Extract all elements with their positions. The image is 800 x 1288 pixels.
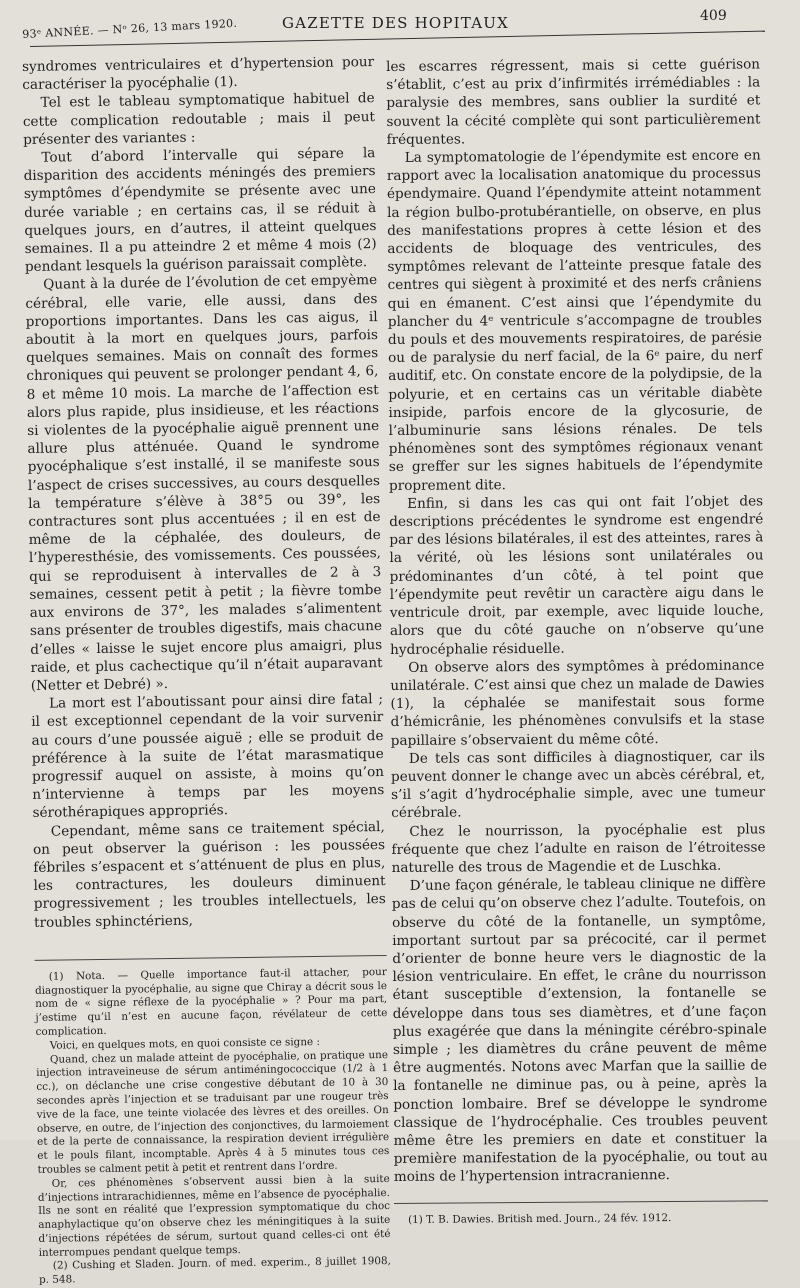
- paragraph: Cependant, même sans ce traitement spécial, on peut observer la guérison : les poussées fébriles s’espacent et s’atténuent de plus en plus, les contractures, les douleurs diminuent progressivement ; les troubles intellectuels, les troubles sphinctériens,: [32, 818, 386, 931]
- paragraph: Tel est le tableau symptomatique habituel de cette complication redoutable ; mais il peut présenter des variantes :: [22, 90, 375, 148]
- right-column: [386, 55, 768, 1227]
- paragraph: les escarres régressent, mais si cette guérison s’établit, c’est au prix d’infirmités irrémédiables : la paralysie des membres, sans oublier la surdité et souvent la cécité complète qui sont particulièrement fréquentes.: [386, 56, 761, 148]
- paragraph: syndromes ventriculaires et d’hypertension pour caractériser la pyocéphalie (1).: [22, 54, 375, 94]
- paragraph: D’une façon générale, le tableau clinique ne diffère pas de celui qu’on observe chez l’adulte. Toutefois, on observe du côté de la fontanelle, un symptôme, important surtout par sa précocité, car il permet d’orienter de bonne heure vers le diagnostic de la lésion ventriculaire. En effet, le crâne du nourrisson étant susceptible d’extension, la fontanelle se développe dans tous ses diamètres, et d’une façon plus exagérée que dans la méningite cérébro-spinale simple ; les diamètres du crâne peuvent de même être augmentés. Notons avec Marfan que la saillie de la fontanelle ne diminue pas, ou à peine, après la ponction lombaire. Bref se développe le syndrome classique de l’hydrocéphalie. Ces troubles peuvent même être les premiers en date et constituer la première manifestation de la pyocéphalie, ou tout au moins de l’hypertension intracranienne.: [391, 875, 768, 1186]
- paragraph: Enfin, si dans les cas qui ont fait l’objet des descriptions précédentes le syndrome est engendré par des lésions bilatérales, il est des atteintes, rares à la vérité, où les lésions sont unilatérales ou prédominantes d’un côté, à tel point que l’épendymite peut revêtir un caractère aigu dans le ventricule droit, par exemple, avec liquide louche, alors que du côté gauche on n’observe qu’une hydrocéphalie résiduelle.: [389, 493, 765, 658]
- paragraph: On observe alors des symptômes à prédominance unilatérale. C’est ainsi que chez un malade de Dawies (1), la céphalée se manifestait sous forme d’hémicrânie, les phénomènes convulsifs et la stase papillaire s’observaient du même côté.: [390, 657, 765, 749]
- left-column: [22, 53, 391, 1288]
- paragraph: Chez le nourrisson, la pyocéphalie est plus fréquente que chez l’adulte en raison de l’étroitesse naturelle des trous de Magendie et de Luschka.: [391, 820, 766, 876]
- footnote: (1) T. B. Dawies. British med. Journ., 24 fév. 1912.: [408, 1211, 672, 1226]
- issue-line: 93ᵉ ANNÉE. — Nᵒ 26, 13 mars 1920.: [22, 16, 238, 41]
- paragraph: La mort est l’aboutissant pour ainsi dire fatal ; il est exceptionnel cependant de la voir survenir au cours d’une poussée aiguë ; elle se produit de préférence à la suite de l’état marasmatique progressif auquel on assiste, à moins qu’on n’intervienne à temps par les moyens sérothérapiques appropriés.: [31, 691, 385, 822]
- footnote: (1) Nota. — Quelle importance faut-il attacher, pour diagnostiquer la pyocéphalie, au signe que Chiray a décrit sous le nom de « signe réflexe de la pyocéphalie » ? Pour ma part, j’estime qu’il n’est en aucune façon, révélateur de cette complication.: [34, 965, 388, 1038]
- footnotes-right: [394, 1200, 768, 1227]
- journal-title: GAZETTE DES HOPITAUX: [282, 14, 509, 32]
- paragraph: Quant à la durée de l’évolution de cet empyème cérébral, elle varie, elle aussi, dans des proportions importantes. Dans les cas aigus, il aboutit à la mort en quelques jours, parfois quelques semaines. Mais on connaît des formes chroniques qui peuvent se prolonger pendant 4, 6, 8 et même 10 mois. La marche de l’affection est alors plus rapide, plus insidieuse, et les réactions si violentes de la pyocéphalie aiguë prennent une allure plus atténuée. Quand le syndrome pyocéphalique s’est installé, il se manifeste sous l’aspect de crises successives, au cours desquelles la température s’élève à 38°5 ou 39°, les contractures sont plus accentuées ; il en est de même de la céphalée, des douleurs, de l’hyperesthésie, des vomissements. Ces poussées, qui se reproduisent à intervalles de 2 à 3 semaines, cessent petit à petit ; la fièvre tombe aux environs de 37°, les malades s’alimentent sans présenter de troubles digestifs, mais chacune d’elles « laisse le sujet encore plus amaigri, plus raide, et plus cachectique qu’il n’était auparavant (Netter et Debré) ».: [25, 272, 383, 694]
- footnote: (2) Cushing et Sladen. Journ. of med. experim., 8 juillet 1908, p. 548.: [38, 1255, 391, 1287]
- footnote: Quand, chez un malade atteint de pyocéphalie, on pratique une injection intraveineuse de sérum antiméningococcique (1/2 à 1 cc.), on déclanche une crise congestive débutant de 10 à 30 secondes après l’injection et se traduisant par une rougeur très vive de la face, une teinte violacée des lèvres et des oreilles. On observe, en outre, de l’injection des conjonctives, du larmoiement et de la perte de connaissance, la respiration devient irrégulière et le pouls filant, incomptable. Après 4 à 5 minutes tous ces troubles se calment petit à petit et rentrent dans l’ordre.: [36, 1048, 390, 1176]
- paragraph: Tout d’abord l’intervalle qui sépare la disparition des accidents méningés des premiers symptômes d’épendymite se présente avec une durée variable ; en certains cas, il se réduit à quelques jours, en d’autres, il atteint quelques semaines. Il a pu atteindre 2 et même 4 mois (2) pendant lesquels la guérison paraissait complète.: [23, 145, 377, 276]
- footnotes-left: [35, 955, 392, 1288]
- footnote: Or, ces phénomènes s’observent aussi bien à la suite d’injections intrarachidiennes, même en l’absence de pyocéphalie. Ils ne sont en réalité que l’expression symptomatique du choc anaphylactique qu’on observe chez les méningitiques à la suite d’injections répétées de sérum, surtout quand celles-ci ont été interrompues pendant quelque temps.: [37, 1172, 391, 1259]
- paragraph: De tels cas sont difficiles à diagnostiquer, car ils peuvent donner le change avec un abcès cérébral, et, s’il s’agit d’hydrocéphalie simple, avec une tumeur cérébrale.: [390, 748, 766, 822]
- page-number: 409: [700, 8, 727, 24]
- page-header: [0, 0, 800, 60]
- paragraph: La symptomatologie de l’épendymite est encore en rapport avec la localisation anatomique du processus épendymaire. Quand l’épendymite atteint notamment la région bulbo-protubérantielle, on observe, en plus des manifestations propres à cette lésion et des accidents de bloquage des ventricules, des symptômes relevant de l’atteinte presque fatale des centres qui siègent à proximité et des nerfs crâniens qui en émanent. C’est ainsi que l’épendymite du plancher du 4ᵉ ventricule s’accompagne de troubles du pouls et des mouvements respiratoires, de parésie ou de paralysie du nerf facial, de la 6ᵉ paire, du nerf auditif, etc. On constate encore de la polydipsie, de la polyurie, et en certains cas un véritable diabète insipide, parfois encore de la glycosurie, de l’albuminurie sans lésions rénales. De tels phénomènes sont des symptômes régionaux venant se greffer sur les signes habituels de l’épendymite proprement dite.: [386, 147, 763, 494]
- footnote: Voici, en quelques mots, en quoi consiste ce signe :: [49, 1035, 321, 1052]
